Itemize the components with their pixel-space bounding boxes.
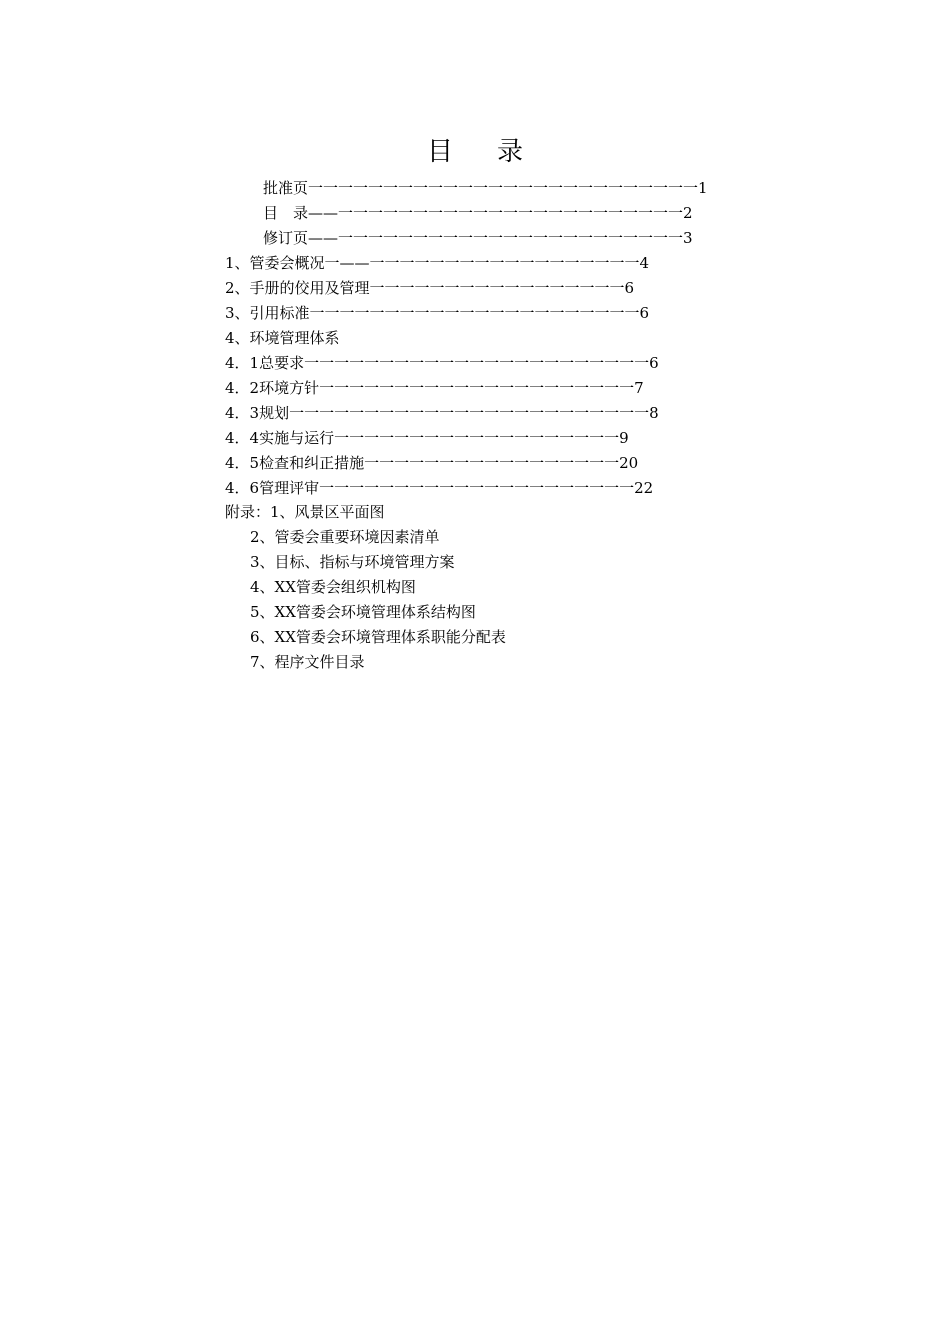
appendix-entry-5: 5、XX管委会环境管理体系结构图	[250, 603, 476, 621]
page-title: 目录	[426, 137, 567, 167]
toc-entry-section-4: 4、环境管理体系	[225, 329, 340, 347]
appendix-entry-2: 2、管委会重要环境因素清单	[250, 528, 440, 546]
toc-entry-section-3: 3、引用标准一一一一一一一一一一一一一一一一一一一一一一6	[225, 304, 650, 322]
appendix-entry-6: 6、XX管委会环境管理体系职能分配表	[250, 628, 506, 646]
toc-entry-section-1: 1、管委会概况一——一一一一一一一一一一一一一一一一一一4	[225, 254, 650, 272]
appendix-entry-4: 4、XX管委会组织机构图	[250, 578, 416, 596]
toc-entry-section-2: 2、手册的佼用及管理一一一一一一一一一一一一一一一一一6	[225, 279, 635, 297]
appendix-entry-7: 7、程序文件目录	[250, 653, 365, 671]
appendix-entry-3: 3、目标、指标与环境管理方案	[250, 553, 455, 571]
toc-entry-section-4-3: 4．3规划一一一一一一一一一一一一一一一一一一一一一一一一8	[225, 404, 659, 422]
toc-entry-revision: 修订页——一一一一一一一一一一一一一一一一一一一一一一一3	[263, 229, 693, 247]
toc-entry-section-4-1: 4．1总要求一一一一一一一一一一一一一一一一一一一一一一一6	[225, 354, 659, 372]
toc-entry-approval: 批准页一一一一一一一一一一一一一一一一一一一一一一一一一一1	[263, 179, 708, 197]
toc-entry-section-4-5: 4．5检查和纠正措施一一一一一一一一一一一一一一一一一20	[225, 454, 639, 472]
appendix-entry-1: 附录：1、风景区平面图	[225, 503, 385, 521]
toc-entry-contents: 目 录——一一一一一一一一一一一一一一一一一一一一一一一2	[263, 204, 693, 222]
toc-entry-section-4-4: 4．4实施与运行一一一一一一一一一一一一一一一一一一一9	[225, 429, 629, 447]
toc-entry-section-4-2: 4．2环境方针一一一一一一一一一一一一一一一一一一一一一7	[225, 379, 644, 397]
toc-entry-section-4-6: 4．6管理评审一一一一一一一一一一一一一一一一一一一一一22	[225, 479, 654, 497]
